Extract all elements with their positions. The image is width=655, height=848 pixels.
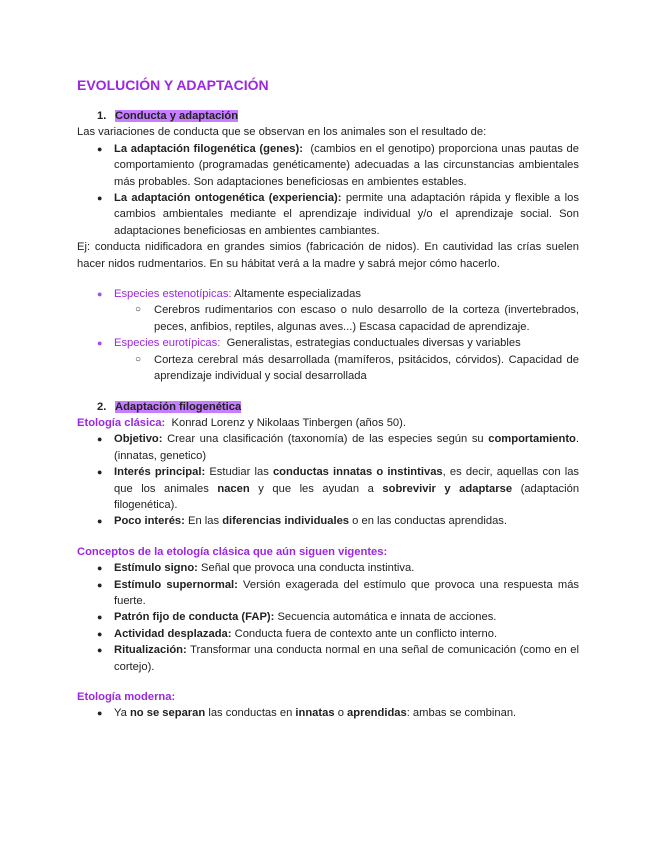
list-item: ● La adaptación ontogenética (experiencia): permite una adaptación rápida y flexible a los cambios ambientales mediante el aprendizaje individual y/o el aprendizaje social. Son adaptaciones beneficiosas en ambientes cambiantes. xyxy=(77,190,579,239)
list-item: ● Actividad desplazada: Conducta fuera de contexto ante un conflicto interno. xyxy=(77,626,579,642)
list-item: ● Estímulo supernormal: Versión exagerada del estímulo que provoca una respuesta más fuerte. xyxy=(77,577,579,610)
list-item: ● Interés principal: Estudiar las conductas innatas o instintivas, es decir, aquellas con las que los animales nacen y que les ayudan a sobrevivir y adaptarse (adaptación filogenética). xyxy=(77,464,579,513)
list-item: ● Estímulo signo: Señal que provoca una conducta instintiva. xyxy=(77,560,579,576)
concept-list xyxy=(77,560,579,675)
list-item: ● Especies eurotípicas: Generalistas, estrategias conductuales diversas y variables xyxy=(77,335,579,351)
moderna-heading: Etología moderna: xyxy=(77,691,176,703)
bullet-list xyxy=(77,141,579,239)
species-list xyxy=(77,335,579,351)
list-item: ● Objetivo: Crear una clasificación (taxonomía) de las especies según su comportamiento. (innatas, genetico) xyxy=(77,431,579,464)
list-item: ○ Corteza cerebral más desarrollada (mamíferos, psitácidos, córvidos). Capacidad de aprendizaje individual y social desarrollada xyxy=(77,352,579,385)
species-list xyxy=(77,286,579,302)
section-heading-2 xyxy=(77,399,579,415)
list-item: ○ Cerebros rudimentarios con escaso o nulo desarrollo de la corteza (invertebrados, peces, anfibios, reptiles, algunas aves...) Escasa capacidad de aprendizaje. xyxy=(77,302,579,335)
list-item: ● Ya no se separan las conductas en innatas o aprendidas: ambas se combinan. xyxy=(77,705,579,721)
section-title: Conducta y adaptación xyxy=(115,110,239,122)
list-item: ● Patrón fijo de conducta (FAP): Secuencia automática e innata de acciones. xyxy=(77,609,579,625)
sub-list xyxy=(77,352,579,385)
section-number: 2. xyxy=(97,400,107,413)
list-item: ● Poco interés: En las diferencias individuales o en las conductas aprendidas. xyxy=(77,513,579,529)
section-heading-1 xyxy=(77,108,579,124)
bullet-list xyxy=(77,431,579,529)
document-body xyxy=(77,76,579,722)
paragraph-intro: Las variaciones de conducta que se observan en los animales son el resultado de: xyxy=(77,126,487,139)
conceptos-heading: Conceptos de la etología clásica que aún siguen vigentes: xyxy=(77,545,388,558)
paragraph-example: Ej: conducta nidificadora en grandes simios (fabricación de nidos). En cautividad las crías suelen hacer nidos rudmentarios. En su hábitat verá a la madre y sabrá mejor cómo hacerlo. xyxy=(77,241,579,270)
bullet-list xyxy=(77,705,579,721)
list-item: ● Especies estenotípicas: Altamente especializadas xyxy=(77,286,579,302)
section-number: 1. xyxy=(97,110,107,122)
sub-list xyxy=(77,302,579,335)
page-title: EVOLUCIÓN Y ADAPTACIÓN xyxy=(77,77,269,93)
list-item: ● La adaptación filogenética (genes): (cambios en el genotipo) proporciona unas pautas de comportamiento (programadas genéticamente) adecuadas a las circunstancias ambientales más probables. Son adaptaciones beneficiosas en ambientes estables. xyxy=(77,141,579,190)
paragraph-clasica: Etología clásica: Konrad Lorenz y Nikolaas Tinbergen (años 50). xyxy=(77,416,406,429)
list-item: ● Ritualización: Transformar una conducta normal en una señal de comunicación (como en el cortejo). xyxy=(77,642,579,675)
section-title: Adaptación filogenética xyxy=(115,400,242,413)
